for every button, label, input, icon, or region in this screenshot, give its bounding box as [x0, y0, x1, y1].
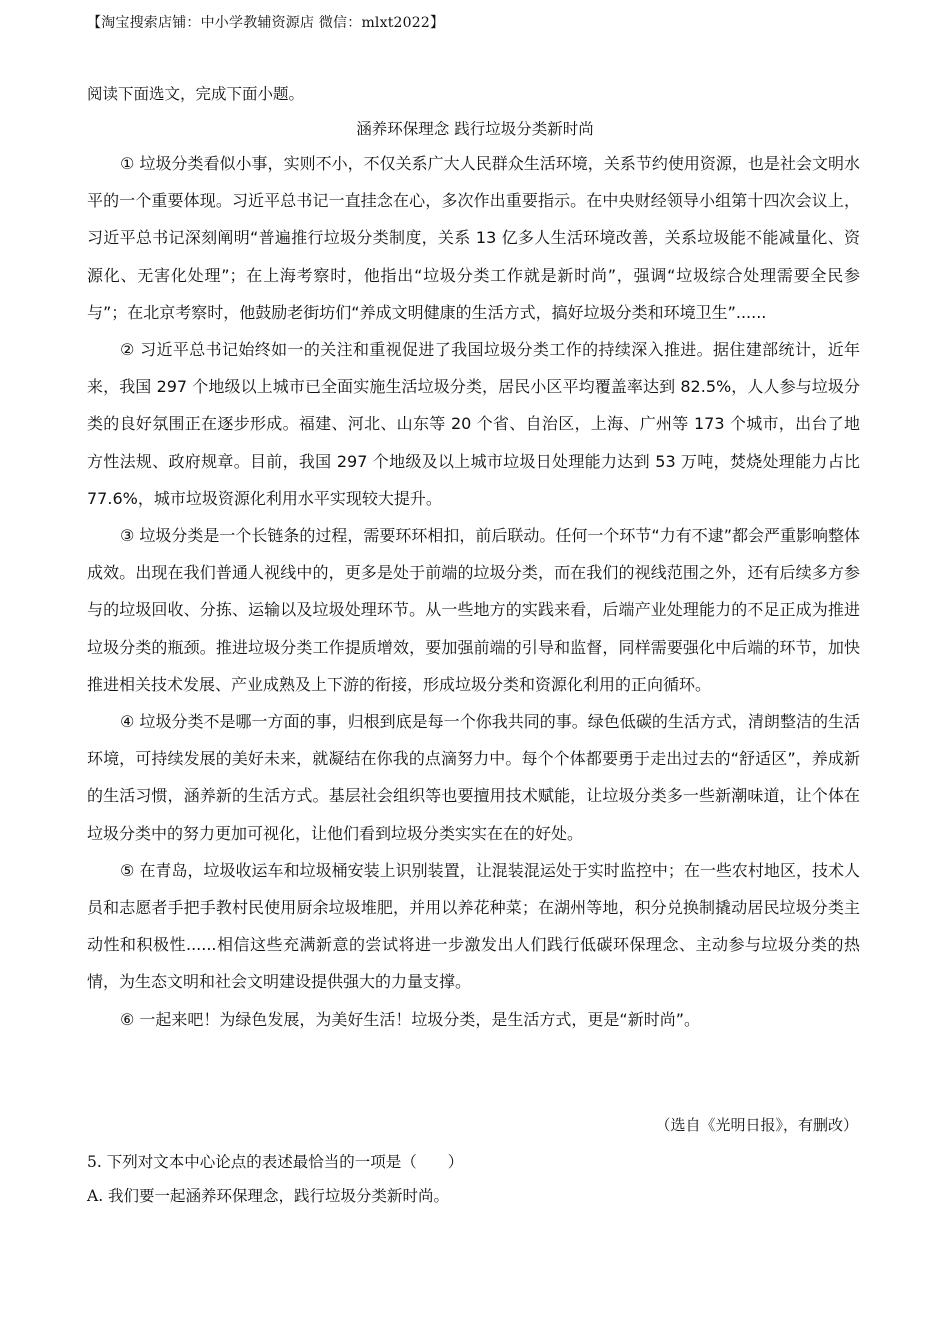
question-stem: 5. 下列对文本中心论点的表述最恰当的一项是（ ） — [87, 1153, 464, 1171]
paragraph-6: ⑥ 一起来吧！为绿色发展，为美好生活！垃圾分类，是生活方式，更是“新时尚”。 — [120, 1009, 701, 1029]
reading-instruction: 阅读下面选文，完成下面小题。 — [87, 85, 305, 103]
paragraph-2: ② 习近平总书记始终如一的关注和重视促进了我国垃圾分类工作的持续深入推进。据住建部统计，近年来，我国 297 个地级以上城市已全面实施生活垃圾分类，居民小区平均覆盖率达到 82.5%，人人参与垃圾分类的良好氛围正在逐步形成。福建、河北、山东等 20 个省、自治区，上海、广州等 173 个城市，出台了地方性法规、政府规章。目前，我国 297 个地级及以上城市垃圾日处理能力达到 53 万吨，焚烧处理能力占比 77.6%，城市垃圾资源化利用水平实现较大提升。 — [87, 340, 860, 508]
article-title: 涵养环保理念 践行垃圾分类新时尚 — [356, 120, 594, 138]
page-header: 【淘宝搜索店铺：中小学教辅资源店 微信：mlxt2022】 — [87, 15, 445, 31]
paragraph-1: ① 垃圾分类看似小事，实则不小，不仅关系广大人民群众生活环境，关系节约使用资源，也是社会文明水平的一个重要体现。习近平总书记一直挂念在心，多次作出重要指示。在中央财经领导小组第十四次会议上，习近平总书记深刻阐明“普遍推行垃圾分类制度，关系 13 亿多人生活环境改善，关系垃圾能不能减量化、资源化、无害化处理”；在上海考察时，他指出“垃圾分类工作就是新时尚”，强调“垃圾综合处理需要全民参与”；在北京考察时，他鼓励老街坊们“养成文明健康的生活方式，搞好垃圾分类和环境卫生”...... — [87, 154, 860, 322]
paragraph-3: ③ 垃圾分类是一个长链条的过程，需要环环相扣，前后联动。任何一个环节“力有不逮”都会严重影响整体成效。出现在我们普通人视线中的，更多是处于前端的垃圾分类，而在我们的视线范围之外，还有后续多方参与的垃圾回收、分拣、运输以及垃圾处理环节。从一些地方的实践来看，后端产业处理能力的不足正成为推进垃圾分类的瓶颈。推进垃圾分类工作提质增效，要加强前端的引导和监督，同样需要强化中后端的环节，加快推进相关技术发展、产业成熟及上下游的衔接，形成垃圾分类和资源化利用的正向循环。 — [87, 526, 861, 694]
paragraph-5: ⑤ 在青岛，垃圾收运车和垃圾桶安装上识别装置，让混装混运处于实时监控中；在一些农村地区，技术人员和志愿者手把手教村民使用厨余垃圾堆肥，并用以养花种菜；在湖州等地，积分兑换制撬动居民垃圾分类主动性和积极性......相信这些充满新意的尝试将进一步激发出人们践行低碳环保理念、主动参与垃圾分类的热情，为生态文明和社会文明建设提供强大的力量支撑。 — [87, 860, 860, 992]
paragraph-4: ④ 垃圾分类不是哪一方面的事，归根到底是每一个你我共同的事。绿色低碳的生活方式，清朗整洁的生活环境，可持续发展的美好未来，就凝结在你我的点滴努力中。每个个体都要勇于走出过去的“舒适区”，养成新的生活习惯，涵养新的生活方式。基层社会组织等也要擅用技术赋能，让垃圾分类多一些新潮味道，让个体在垃圾分类中的努力更加可视化，让他们看到垃圾分类实实在在的好处。 — [87, 712, 860, 843]
article-body — [87, 145, 860, 1038]
article-source: （选自《光明日报》，有删改） — [655, 1116, 858, 1134]
option-a: A. 我们要一起涵养环保理念，践行垃圾分类新时尚。 — [87, 1187, 450, 1205]
